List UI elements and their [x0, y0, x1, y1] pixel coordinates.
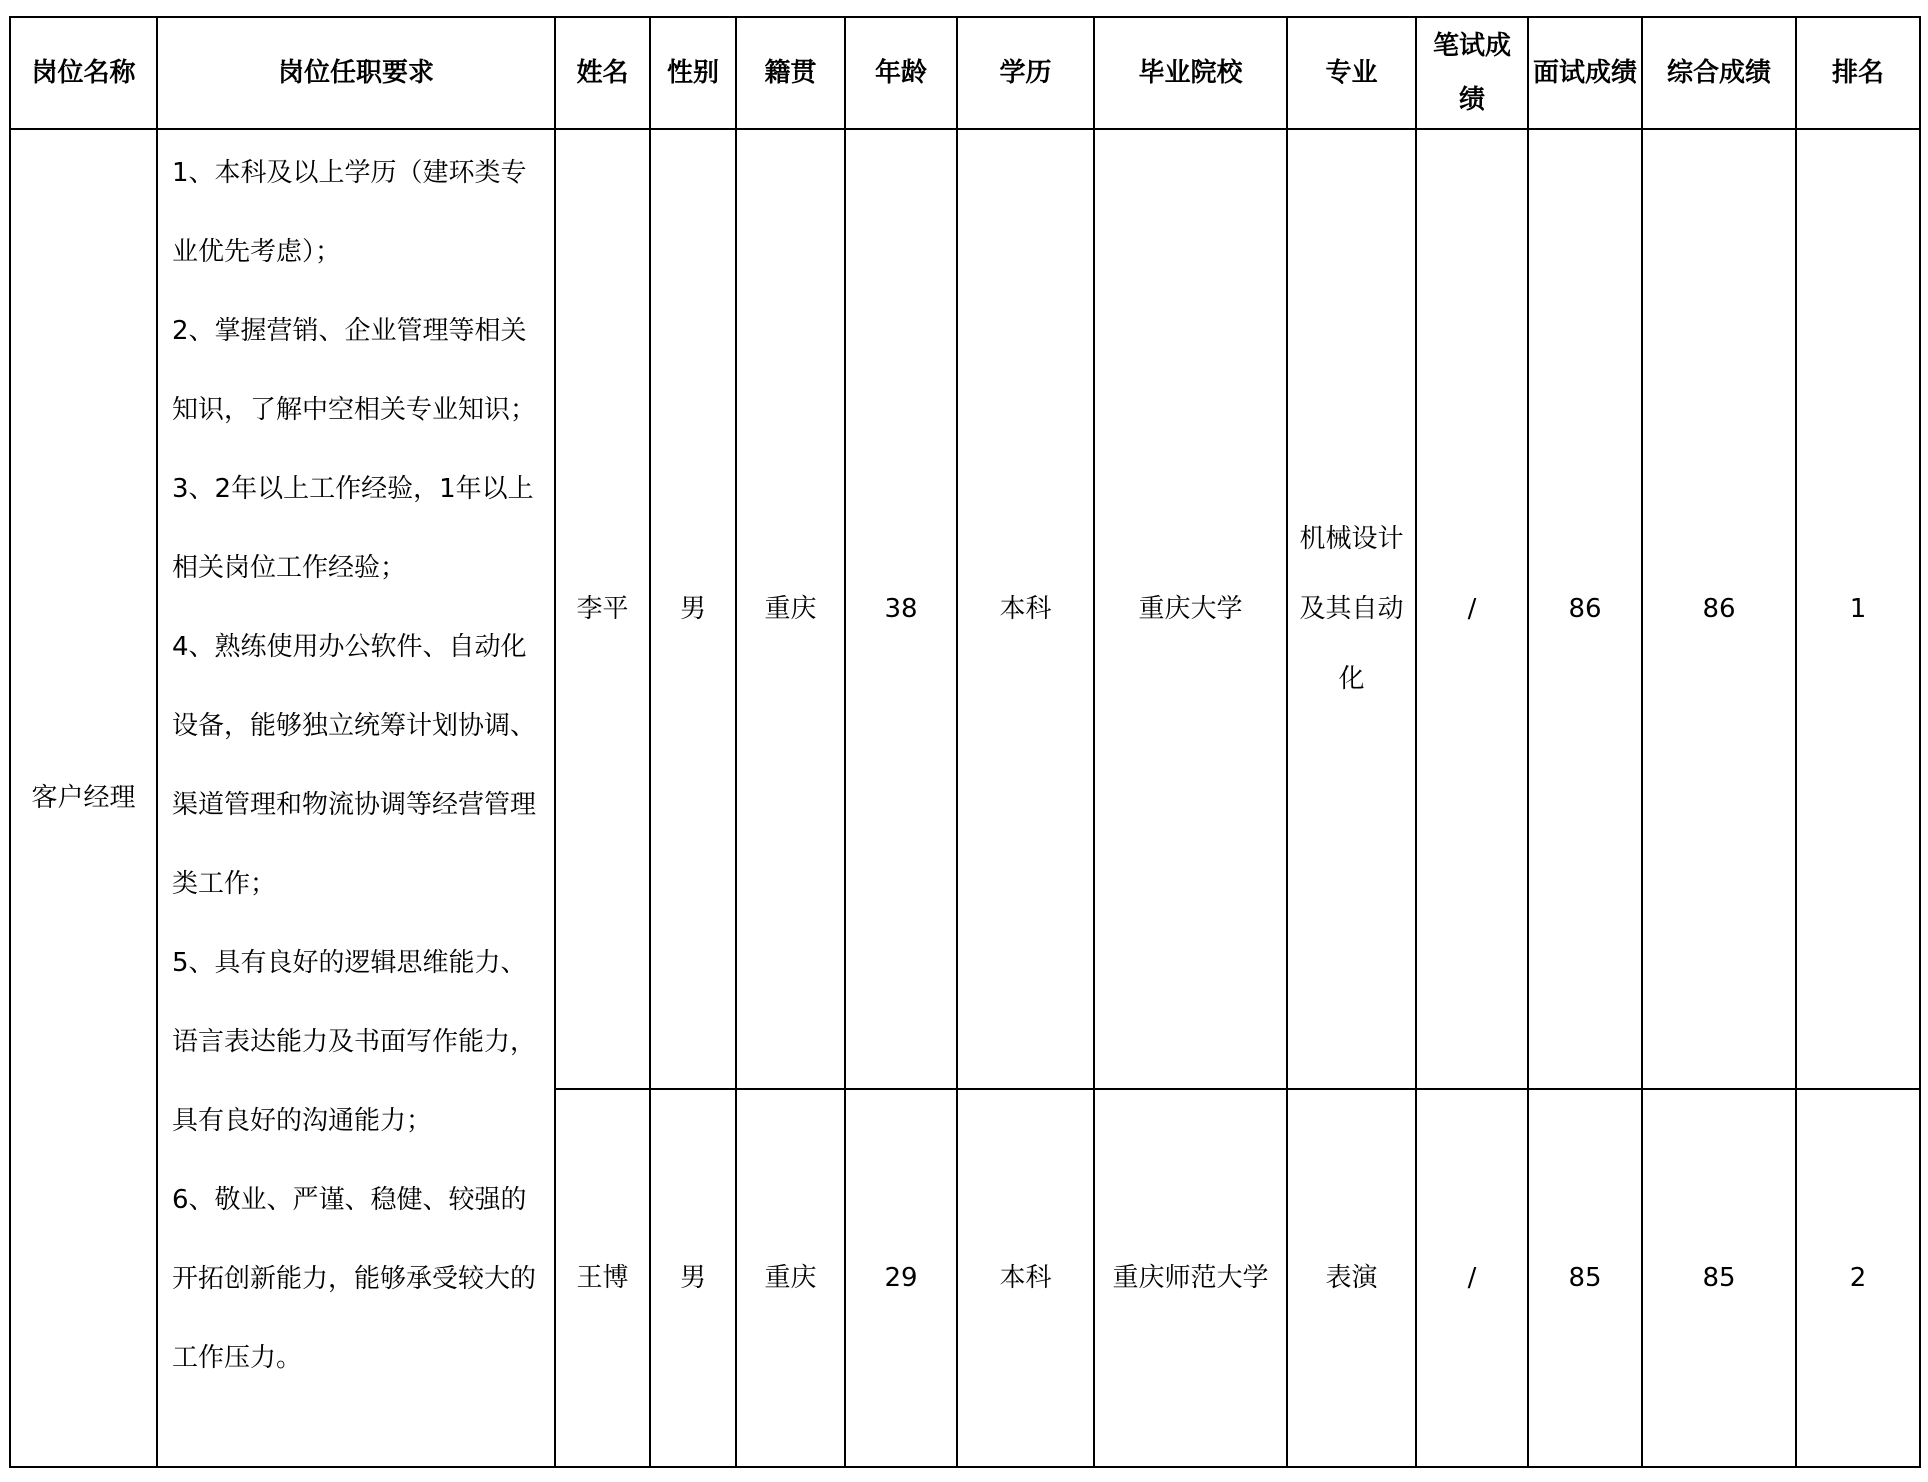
cell-origin: 重庆 [736, 1089, 845, 1467]
cell-major [1287, 129, 1416, 1089]
cell-requirements [157, 129, 555, 1467]
cell-name: 王博 [555, 1089, 650, 1467]
cell-rank: 1 [1796, 129, 1920, 1089]
cell-name: 李平 [555, 129, 650, 1089]
header-rank: 排名 [1796, 17, 1920, 129]
cell-written-score: / [1416, 1089, 1528, 1467]
header-school: 毕业院校 [1094, 17, 1287, 129]
cell-rank: 2 [1796, 1089, 1920, 1467]
header-age: 年龄 [845, 17, 957, 129]
document-sheet [9, 16, 1921, 1468]
header-gender-label: 性别 [666, 58, 719, 88]
header-interview-score [1528, 17, 1642, 129]
cell-school [1094, 1089, 1287, 1467]
cell-written-score: / [1416, 129, 1528, 1089]
requirements-text: 1、本科及以上学历（建环类专业优先考虑）； 2、掌握营销、企业管理等相关知识，了解中空相关专业知识； 3、2年以上工作经验，1年以上相关岗位工作经验； 4、熟练使用办公软件、自动化设备，能够独立统筹计划协调、渠道管理和物流协调等经营管理类工作； 5、具有良好的逻辑思维能力、语言表达能力及书面写作能力，具有良好的沟通能力； 6、敬业、严谨、稳健、较强的开拓创新能力，能够承受较大的工作压力。 [172, 158, 537, 1373]
cell-gender: 男 [650, 129, 736, 1089]
cell-origin: 重庆 [736, 129, 845, 1089]
header-total-score: 综合成绩 [1642, 17, 1796, 129]
header-written-score [1416, 17, 1528, 129]
cell-gender: 男 [650, 1089, 736, 1467]
cell-major-text: 表演 [1325, 1263, 1378, 1293]
cell-major [1287, 1089, 1416, 1467]
results-table [9, 16, 1921, 1468]
table-row [10, 129, 1920, 1089]
cell-education: 本科 [957, 129, 1094, 1089]
cell-major-text: 机械设计及其自动化 [1299, 524, 1404, 694]
header-position: 岗位名称 [10, 17, 157, 129]
header-major: 专业 [1287, 17, 1416, 129]
cell-total-score: 85 [1642, 1089, 1796, 1467]
cell-education: 本科 [957, 1089, 1094, 1467]
header-gender [650, 17, 736, 129]
header-origin: 籍贯 [736, 17, 845, 129]
header-name: 姓名 [555, 17, 650, 129]
cell-total-score: 86 [1642, 129, 1796, 1089]
cell-school-text: 重庆大学 [1138, 594, 1243, 624]
cell-age: 29 [845, 1089, 957, 1467]
header-written-score-label: 笔试成绩 [1432, 31, 1511, 115]
header-interview-score-label: 面试成绩 [1533, 58, 1638, 88]
cell-school [1094, 129, 1287, 1089]
cell-age: 38 [845, 129, 957, 1089]
cell-interview-score: 85 [1528, 1089, 1642, 1467]
cell-school-text: 重庆师范大学 [1112, 1263, 1269, 1293]
cell-position: 客户经理 [10, 129, 157, 1467]
cell-interview-score: 86 [1528, 129, 1642, 1089]
header-requirements: 岗位任职要求 [157, 17, 555, 129]
header-education: 学历 [957, 17, 1094, 129]
header-row [10, 17, 1920, 129]
